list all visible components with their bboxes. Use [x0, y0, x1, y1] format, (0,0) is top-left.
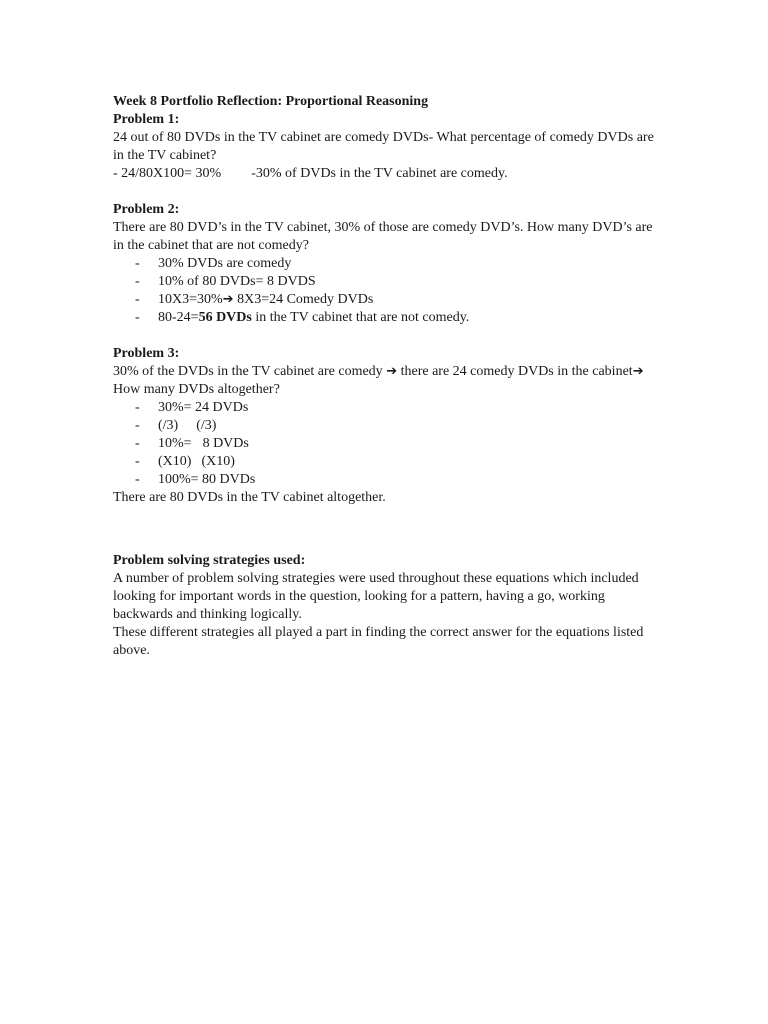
strategies-heading: Problem solving strategies used:	[113, 553, 306, 568]
problem-1-heading: Problem 1:	[113, 112, 180, 127]
strategies-paragraph-1: A number of problem solving strategies were used throughout these equations which included looking for important words in the question, looking for a pattern, having a go, working backwards and thinking logically.	[113, 571, 639, 622]
problem-2-steps	[113, 255, 658, 327]
list-item: - 30%= 24 DVDs	[113, 399, 658, 417]
arrow-right-icon: ➔	[386, 364, 398, 379]
problem-1-working	[113, 165, 658, 183]
problem-3-steps	[113, 399, 658, 489]
list-item: - 10X3=30%➔ 8X3=24 Comedy DVDs	[113, 291, 658, 309]
list-item: - 10%= 8 DVDs	[113, 435, 658, 453]
list-item: - (/3) (/3)	[113, 417, 658, 435]
problem-3-heading: Problem 3:	[113, 346, 180, 361]
arrow-right-icon: ➔	[222, 292, 234, 307]
problem-3-conclusion: There are 80 DVDs in the TV cabinet altogether.	[113, 490, 386, 505]
problem-3-text: 30% of the DVDs in the TV cabinet are comedy ➔ there are 24 comedy DVDs in the cabinet➔ How many DVDs altogether?	[113, 364, 644, 397]
list-item: - 10% of 80 DVDs= 8 DVDS	[113, 273, 658, 291]
document-title: Week 8 Portfolio Reflection: Proportional Reasoning	[113, 94, 429, 109]
arrow-right-icon: ➔	[632, 364, 644, 379]
problem-2-heading: Problem 2:	[113, 202, 180, 217]
answer-bold: 56 DVDs	[198, 310, 252, 325]
list-item: - (X10) (X10)	[113, 453, 658, 471]
problem-1-text: 24 out of 80 DVDs in the TV cabinet are comedy DVDs- What percentage of comedy DVDs are in the TV cabinet?	[113, 130, 654, 163]
problem-1-result: -30% of DVDs in the TV cabinet are comedy.	[251, 166, 508, 181]
list-item: - 30% DVDs are comedy	[113, 255, 658, 273]
strategies-paragraph-2: These different strategies all played a part in finding the correct answer for the equations listed above.	[113, 625, 644, 658]
list-item: - 80-24=56 DVDs in the TV cabinet that are not comedy.	[113, 309, 658, 327]
list-item: - 100%= 80 DVDs	[113, 471, 658, 489]
document-page	[113, 93, 658, 660]
problem-2-text: There are 80 DVD’s in the TV cabinet, 30% of those are comedy DVD’s. How many DVD’s are in the cabinet that are not comedy?	[113, 220, 653, 253]
problem-1-calc: - 24/80X100= 30%	[113, 166, 222, 181]
